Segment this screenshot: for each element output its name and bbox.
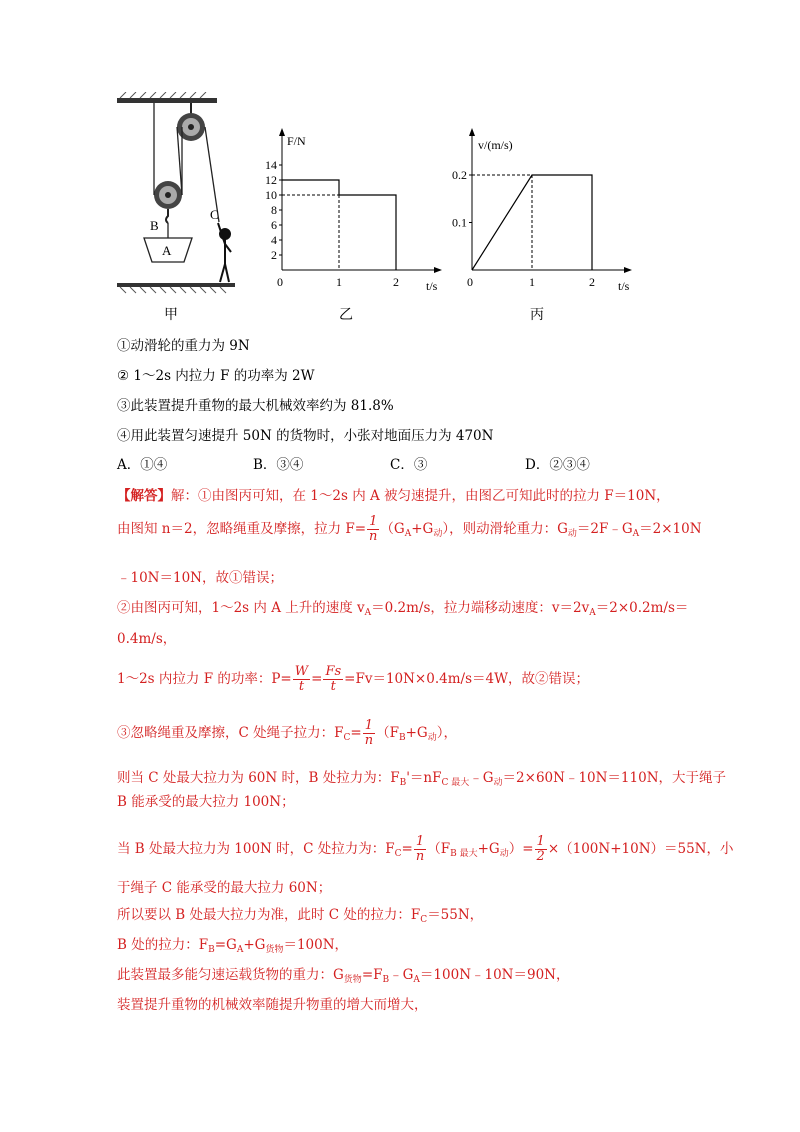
answer-line-1 [117,487,670,505]
numerator: 1 [367,515,379,530]
subscript: B [382,975,390,985]
answer-text: +G [243,937,266,953]
subscript: A [632,529,640,539]
fraction [414,835,426,864]
yi-ytick-label: 4 [271,233,277,247]
subscript: C [343,733,351,743]
statement-4: ④用此装置匀速提升 50N 的货物时，小张对地面压力为 470N [117,428,494,444]
answer-text: ＝2F﹣G [576,521,633,537]
figure-svg [112,92,652,332]
subscript: A [413,975,420,985]
bing-xtick-label: 1 [529,275,535,289]
bing-ytick-label: 0.2 [452,168,467,182]
answer-text: = [350,725,362,741]
answer-line-9: B 能承受的最大拉力 100N； [117,794,295,810]
chart-yi [265,128,442,323]
answer-text: ＝2×10N [639,521,702,537]
answer-line-15: 装置提升重物的机械效率随提升物重的增大而增大， [117,997,428,1013]
answer-text: ﹣G [389,967,414,983]
subscript: B [399,778,407,788]
fraction [367,515,379,544]
answer-text: ＝0.2m/s，拉力端移动速度：v＝2v [371,600,590,616]
answer-text: ②由图丙可知，1～2s 内 A 上升的速度 v [117,600,365,616]
answer-text: 1～2s 内拉力 F 的功率：P= [117,671,292,687]
answer-text: =G [214,937,237,953]
yi-xtick-label: 2 [393,275,399,289]
numerator: 1 [414,835,426,850]
answer-line-7 [117,719,457,748]
subscript: 动 [493,778,503,788]
fraction [323,665,343,694]
answer-text: ），则动滑轮重力：G [442,521,568,537]
answer-text: ＝2×60N﹣10N＝110N，大于绳子 [502,770,727,786]
answer-line-6 [117,665,589,694]
answer-text: B 处的拉力：F [117,937,209,953]
subscript: A [364,608,372,618]
answer-line-2 [117,515,702,544]
ground [117,283,235,287]
answer-text: 由图知 n＝2，忽略绳重及摩擦，拉力 F= [117,521,367,537]
label-c: C [210,207,219,222]
statement-2: ② 1～2s 内拉力 F 的功率为 2W [117,368,315,384]
label-bing: 丙 [530,308,544,323]
answer-text: 此装置最多能匀速运载货物的重力：G [117,967,344,983]
answer-text: +G [477,841,500,857]
load-label: A [162,243,172,258]
bing-ytick-label: 0.1 [452,215,467,230]
denominator: n [369,529,378,544]
bing-xtick-label: 2 [589,275,595,289]
option-a[interactable]: A．①④ [117,457,168,473]
answer-text: ＝55N， [427,907,484,923]
option-b[interactable]: B．③④ [253,457,304,473]
yi-xlabel: t/s [426,279,438,293]
hook [166,209,168,223]
answer-text: ＝100N﹣10N＝90N， [419,967,570,983]
answer-text: ﹣G [469,770,494,786]
answer-text: ×（100N+10N）＝55N，小 [547,841,734,857]
subscript: B 最大 [450,849,478,859]
subscript: C [420,915,428,925]
answer-text: =Fv＝10N×0.4m/s＝4W，故②错误； [344,671,589,687]
answer-text: 当 B 处最大拉力为 100N 时，C 处拉力为：F [117,841,395,857]
answer-text: （F [427,841,451,857]
answer-text: 则当 C 处最大拉力为 60N 时，B 处拉力为：F [117,770,400,786]
subscript: B [208,945,215,955]
subscript: A [236,945,244,955]
label-jia: 甲 [164,308,178,323]
denominator: t [298,679,305,694]
yi-ytick-label: 6 [271,218,277,232]
subscript: A [589,608,596,618]
answer-text: ＝2×0.2m/s＝ [595,600,689,616]
ceiling [117,98,217,103]
numerator: 1 [536,834,545,849]
subscript: C 最大 [441,778,470,788]
subscript: 货物 [343,975,362,985]
answer-text: 解：①由图丙可知，在 1～2s 内 A 被匀速提升，由图乙可知此时的拉力 F＝10N， [171,488,670,504]
denominator: n [415,849,425,864]
subscript: 动 [567,529,577,539]
bing-ylabel: v/(m/s) [478,138,513,152]
yi-xtick-label: 0 [277,275,283,289]
answer-line-8 [117,769,726,792]
fraction [363,719,375,748]
answer-line-3: ﹣10N＝10N，故①错误； [117,570,283,586]
answer-text: =F [361,967,383,983]
answer-text: +G [405,725,428,741]
option-c[interactable]: C．③ [390,457,428,473]
answer-text: （G [380,521,405,537]
answer-text: ③忽略绳重及摩擦，C 处绳子拉力：F [117,725,344,741]
answer-text: = [311,671,323,687]
subscript: 动 [499,849,509,859]
denominator: n [364,733,374,748]
statement-3: ③此装置提升重物的最大机械效率约为 81.8% [117,398,394,414]
answer-text: '＝nF [406,770,442,786]
figure-area [112,92,652,332]
answer-text: = [401,841,413,857]
fraction [293,665,310,694]
numerator: W [294,664,309,679]
answer-line-4 [117,599,688,622]
answer-line-13 [117,936,348,959]
denominator: t [330,679,336,694]
yi-ytick-label: 14 [265,158,277,172]
numerator: Fs [325,664,342,679]
yi-ytick-label: 10 [265,188,277,202]
answer-line-5: 0.4m/s， [117,631,177,647]
label-b: B [150,218,159,233]
subscript: 动 [433,529,443,539]
answer-text: 所以要以 B 处最大拉力为准，此时 C 处的拉力：F [117,907,421,923]
option-d[interactable]: D．②③④ [525,457,590,473]
chart-bing [452,128,632,323]
subscript: C [394,849,402,859]
subscript: B [398,733,406,743]
bing-xlabel: t/s [618,279,630,293]
yi-ytick-label: 2 [271,248,277,262]
answer-text: ）， [436,725,457,741]
yi-ytick-label: 12 [265,173,277,187]
label-yi: 乙 [339,308,353,323]
answer-text: ＝100N， [283,937,349,953]
answer-line-14 [117,966,569,989]
person-figure [218,223,231,282]
fraction [535,835,547,864]
answer-text: +G [411,521,434,537]
numerator: 1 [363,719,375,734]
answer-text: ）= [508,841,534,857]
statement-1: ①动滑轮的重力为 9N [117,338,250,354]
answer-line-12 [117,906,483,929]
subscript: A [404,529,412,539]
yi-xtick-label: 1 [336,275,342,289]
yi-ytick-label: 8 [271,203,277,217]
answer-tag: 【解答】 [117,488,171,504]
pulley-diagram [117,92,235,323]
bing-xtick-label: 0 [467,275,473,289]
answer-line-10 [117,835,734,864]
subscript: 动 [427,733,437,743]
subscript: 货物 [265,945,284,955]
yi-ylabel: F/N [287,134,306,148]
denominator: 2 [536,849,545,864]
answer-text: （F [376,725,399,741]
answer-line-11: 于绳子 C 能承受的最大拉力 60N； [117,880,332,896]
